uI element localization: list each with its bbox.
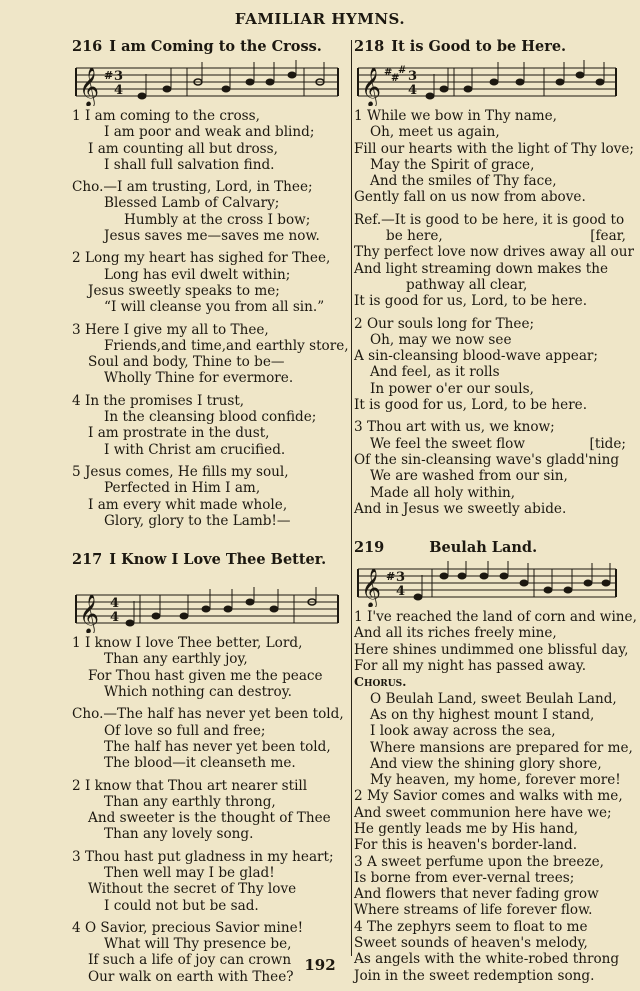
lyric-line: I could not but be sad.	[104, 897, 259, 914]
svg-text:4: 4	[408, 83, 418, 98]
hymn-title-216	[72, 38, 350, 56]
lyric-line: Oh, meet us again,	[370, 124, 500, 141]
hymn-title-text: I Know I Love Thee Better.	[109, 551, 327, 569]
music-staff-217	[72, 587, 350, 633]
svg-text:𝄞: 𝄞	[79, 594, 100, 634]
lyric-line: What will Thy presence be,	[104, 936, 292, 953]
lyric-line: Soul and body, Thine to be—	[88, 354, 285, 371]
lyric-line: 3 Here I give my all to Thee,	[72, 321, 269, 338]
lyric-line: For all my night has passed away.	[354, 658, 587, 675]
hymn-217	[72, 551, 350, 985]
svg-text:#: #	[391, 73, 400, 84]
lyric-line: I am prostrate in the dust,	[88, 425, 270, 442]
lyric-fragment: [fear,	[590, 228, 626, 245]
page-number: 192	[304, 956, 336, 974]
lyric-line: We are washed from our sin,	[370, 468, 568, 485]
lyric-line: 2 Long my heart has sighed for Thee,	[72, 250, 331, 267]
lyric-line: Join in the sweet redemption song.	[354, 967, 595, 984]
lyric-line: Made all holy within,	[370, 484, 516, 501]
lyric-line: Glory, glory to the Lamb!—	[104, 512, 291, 529]
music-staff-216	[72, 60, 350, 106]
lyric-line: Gently fall on us now from above.	[354, 189, 586, 206]
svg-text:4: 4	[114, 83, 124, 98]
hymn-title-217	[72, 551, 350, 569]
lyric-line: 1 I know I love Thee better, Lord,	[72, 635, 303, 652]
lyric-line: Perfected in Him I am,	[104, 480, 261, 497]
lyric-fragment: We feel the sweet flow	[370, 435, 525, 452]
lyric-line: Humbly at the cross I bow;	[124, 211, 311, 228]
lyric-line: Of the sin-cleansing wave's gladd'ning	[354, 451, 620, 468]
lyric-line: “I will cleanse you from all sin.”	[104, 299, 325, 316]
svg-text:3: 3	[114, 69, 124, 84]
lyric-line: Sweet sounds of heaven's melody,	[354, 935, 588, 952]
lyric-line: Friends,and time,and earthly store,	[104, 337, 349, 354]
lyric-line: I with Christ am crucified.	[104, 441, 286, 458]
hymn-title-218	[354, 38, 626, 56]
lyric-line: 3 Thou hast put gladness in my heart;	[72, 848, 334, 865]
lyric-line: He gently leads me by His hand,	[354, 820, 579, 837]
music-staff-icon	[354, 60, 620, 106]
lyric-line: 1 I've reached the land of corn and wine,	[354, 609, 637, 626]
lyric-line: Than any lovely song.	[104, 826, 254, 843]
lyric-line: For Thou hast given me the peace	[88, 667, 323, 684]
music-staff-icon	[354, 561, 620, 607]
column-divider	[351, 40, 352, 956]
chorus-label: Chorus.	[354, 674, 407, 690]
svg-text:#: #	[386, 570, 396, 584]
lyric-line: In power o'er our souls,	[370, 380, 534, 397]
lyric-line: Is borne from ever-vernal trees;	[354, 869, 575, 886]
lyric-line: And in Jesus we sweetly abide.	[354, 500, 567, 517]
lyric-line: Fill our hearts with the light of Thy love;	[354, 140, 634, 157]
lyric-line: It is good for us, Lord, to be here.	[354, 397, 588, 414]
lyric-line: If such a life of joy can crown	[88, 952, 292, 969]
lyric-line: Then well may I be glad!	[104, 864, 275, 881]
lyric-line: I am every whit made whole,	[88, 496, 288, 513]
lyric-line: Which nothing can destroy.	[104, 684, 292, 701]
lyric-line: And light streaming down makes the	[354, 260, 609, 277]
lyric-line: Our walk on earth with Thee?	[88, 968, 294, 985]
lyric-line	[354, 228, 626, 244]
lyric-line: I am counting all but dross,	[88, 140, 278, 157]
music-staff-219	[354, 561, 626, 607]
lyric-fragment: be here,	[386, 228, 443, 245]
lyric-line: 4 O Savior, precious Savior mine!	[72, 919, 304, 936]
svg-text:#: #	[104, 69, 114, 82]
lyric-line: Of love so full and free;	[104, 722, 266, 739]
lyric-line: Than any earthly throng,	[104, 793, 276, 810]
lyric-line: I look away across the sea,	[370, 723, 556, 740]
lyric-line: 3 A sweet perfume upon the breeze,	[354, 853, 604, 870]
svg-text:#: #	[398, 65, 407, 76]
music-staff-218	[354, 60, 626, 106]
lyric-line: As angels with the white-robed throng	[354, 951, 620, 968]
lyric-line: Than any earthly joy,	[104, 651, 248, 668]
svg-text:3: 3	[408, 69, 418, 84]
lyric-line: Jesus sweetly speaks to me;	[88, 282, 280, 299]
lyric-line: Cho.—The half has never yet been told,	[72, 706, 344, 723]
svg-text:𝄞: 𝄞	[361, 67, 382, 106]
lyric-line: 5 Jesus comes, He fills my soul,	[72, 463, 289, 480]
lyric-line: In the cleansing blood confide;	[104, 409, 317, 426]
lyric-line: 3 Thou art with us, we know;	[354, 419, 555, 436]
lyric-line: Thy perfect love now drives away all our	[354, 244, 634, 261]
right-column	[354, 38, 637, 984]
lyric-line: A sin-cleansing blood-wave appear;	[354, 348, 599, 365]
lyric-line: For this is heaven's border-land.	[354, 837, 578, 854]
lyric-line: Cho.—I am trusting, Lord, in Thee;	[72, 179, 313, 196]
lyric-line: Where mansions are prepared for me,	[370, 739, 633, 756]
lyric-line	[354, 436, 626, 452]
lyric-line: Wholly Thine for evermore.	[104, 370, 294, 387]
svg-text:3: 3	[396, 570, 406, 586]
music-staff-icon	[72, 60, 342, 106]
lyric-line: May the Spirit of grace,	[370, 156, 535, 173]
lyric-line: My heaven, my home, forever more!	[370, 772, 621, 789]
lyric-line: And all its riches freely mine,	[354, 625, 557, 642]
lyric-line: And the smiles of Thy face,	[370, 173, 557, 190]
lyric-line: The blood—it cleanseth me.	[104, 755, 296, 772]
lyric-line: And flowers that never fading grow	[354, 886, 599, 903]
hymn-number: 216	[72, 38, 103, 55]
lyric-line: 4 In the promises I trust,	[72, 392, 245, 409]
lyric-line: I shall full salvation find.	[104, 156, 275, 173]
svg-text:4: 4	[110, 610, 120, 626]
lyric-line: The half has never yet been told,	[104, 738, 331, 755]
svg-text:4: 4	[110, 596, 120, 612]
lyric-line: Without the secret of Thy love	[88, 881, 297, 898]
svg-text:#: #	[384, 67, 393, 78]
lyric-line: Ref.—It is good to be here, it is good to	[354, 211, 625, 228]
hymn-number: 219	[354, 539, 385, 557]
hymn-216	[72, 38, 350, 529]
music-staff-icon	[72, 587, 342, 633]
lyric-line: Blessed Lamb of Calvary;	[104, 195, 280, 212]
lyric-line: And feel, as it rolls	[370, 364, 500, 381]
lyric-line: 2 Our souls long for Thee;	[354, 315, 535, 332]
lyric-line: 1 I am coming to the cross,	[72, 108, 260, 124]
lyric-line: 4 The zephyrs seem to float to me	[354, 918, 588, 935]
hymn-title-text: I am Coming to the Cross.	[109, 38, 322, 55]
hymn-218	[354, 38, 634, 517]
lyric-line: Here shines undimmed one blissful day,	[354, 641, 629, 658]
lyric-line: O Beulah Land, sweet Beulah Land,	[370, 690, 617, 707]
lyric-line: Where streams of life forever flow.	[354, 902, 593, 919]
hymn-number: 217	[72, 551, 103, 569]
lyric-line: 1 While we bow in Thy name,	[354, 108, 557, 124]
svg-text:𝄞: 𝄞	[361, 568, 382, 608]
svg-text:𝄞: 𝄞	[79, 67, 100, 106]
hymn-title-text: It is Good to be Here.	[391, 38, 567, 55]
lyric-line: It is good for us, Lord, to be here.	[354, 293, 588, 310]
hymn-title-219	[354, 539, 626, 557]
hymn-title-text: Beulah Land.	[429, 539, 538, 557]
lyric-line: Long has evil dwelt within;	[104, 266, 291, 283]
lyric-line: Oh, may we now see	[370, 331, 512, 348]
lyric-line: pathway all clear,	[406, 276, 528, 293]
lyric-line: As on thy highest mount I stand,	[370, 706, 595, 723]
hymn-219	[354, 539, 637, 984]
left-column	[72, 38, 350, 985]
lyric-line: 2 My Savior comes and walks with me,	[354, 788, 623, 805]
lyric-line: And sweet communion here have we;	[354, 804, 612, 821]
page-header: FAMILIAR HYMNS.	[234, 10, 406, 28]
lyric-line: 2 I know that Thou art nearer still	[72, 777, 308, 794]
svg-text:4: 4	[396, 584, 406, 600]
lyric-line: I am poor and weak and blind;	[104, 124, 315, 141]
lyric-line: Jesus saves me—saves me now.	[104, 228, 320, 245]
hymn-number: 218	[354, 38, 385, 55]
lyric-line: And sweeter is the thought of Thee	[88, 810, 331, 827]
lyric-line: And view the shining glory shore,	[370, 755, 602, 772]
lyric-fragment: [tide;	[589, 435, 626, 452]
